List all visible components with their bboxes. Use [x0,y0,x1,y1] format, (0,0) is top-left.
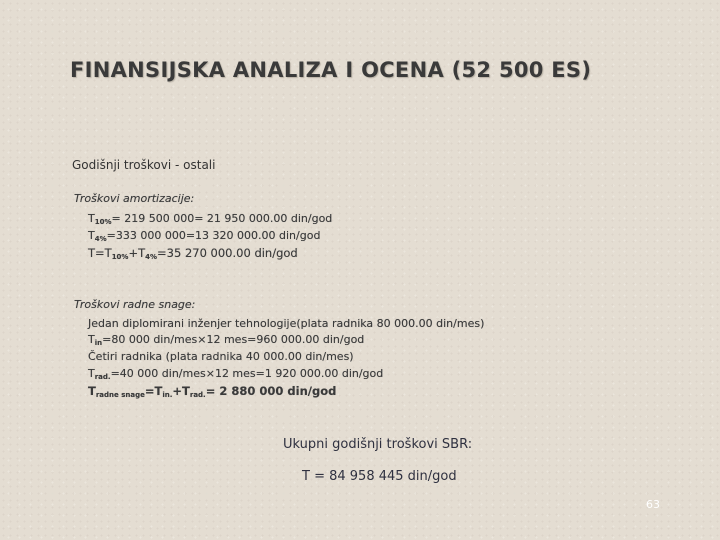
amortization-t4-value: =333 000 000=13 320 000.00 din/god [106,229,321,242]
subscript-rad: rad. [94,373,111,381]
total-value: T = 84 958 445 din/god [302,469,457,484]
subscript-in: in [94,339,103,347]
slide-title: FINANSIJSKA ANALIZA I OCENA (52 500 ES) [70,58,592,82]
amortization-total-value: =35 270 000.00 din/god [157,246,298,260]
section-heading: Godišnji troškovi - ostali [72,158,216,172]
slide-number: 63 [646,498,660,511]
labor-t-in-value: =80 000 din/mes×12 mes=960 000.00 din/god [102,333,365,346]
subscript-10: 10% [94,218,112,226]
symbol-t: T [88,384,96,398]
amortization-line-total [88,246,298,261]
subscript-in: in. [162,391,173,399]
amortization-total-plus: +T [128,246,146,260]
amortization-total-prefix: T=T [88,246,112,260]
subscript-10: 10% [111,253,129,261]
amortization-t10-value: = 219 500 000= 21 950 000.00 din/god [111,212,333,225]
subscript-4: 4% [94,235,107,243]
symbol-t: T [88,229,95,242]
labor-line-engineer: Jedan diplomirani inženjer tehnologije(plata radnika 80 000.00 din/mes) [88,317,485,330]
amortization-heading: Troškovi amortizacije: [74,192,195,205]
subscript-4: 4% [145,253,158,261]
symbol-t: T [88,212,95,225]
labor-line-total [88,384,336,399]
total-label: Ukupni godišnji troškovi SBR: [283,437,473,452]
symbol-t: T [88,333,95,346]
symbol-t: T [88,367,95,380]
labor-heading: Troškovi radne snage: [74,298,196,311]
labor-line-t-rad [88,367,383,381]
labor-total-eq: =T [144,384,163,398]
amortization-line-t4 [88,229,320,243]
subscript-rad: rad. [189,391,206,399]
labor-total-plus: +T [172,384,190,398]
labor-line-workers: Četiri radnika (plata radnika 40 000.00 din/mes) [88,350,354,363]
labor-total-value: = 2 880 000 din/god [205,384,337,398]
labor-t-rad-value: =40 000 din/mes×12 mes=1 920 000.00 din/god [110,367,384,380]
subscript-radne-snage: radne snage [95,391,145,399]
amortization-line-t10 [88,212,332,226]
labor-line-t-in [88,333,364,347]
